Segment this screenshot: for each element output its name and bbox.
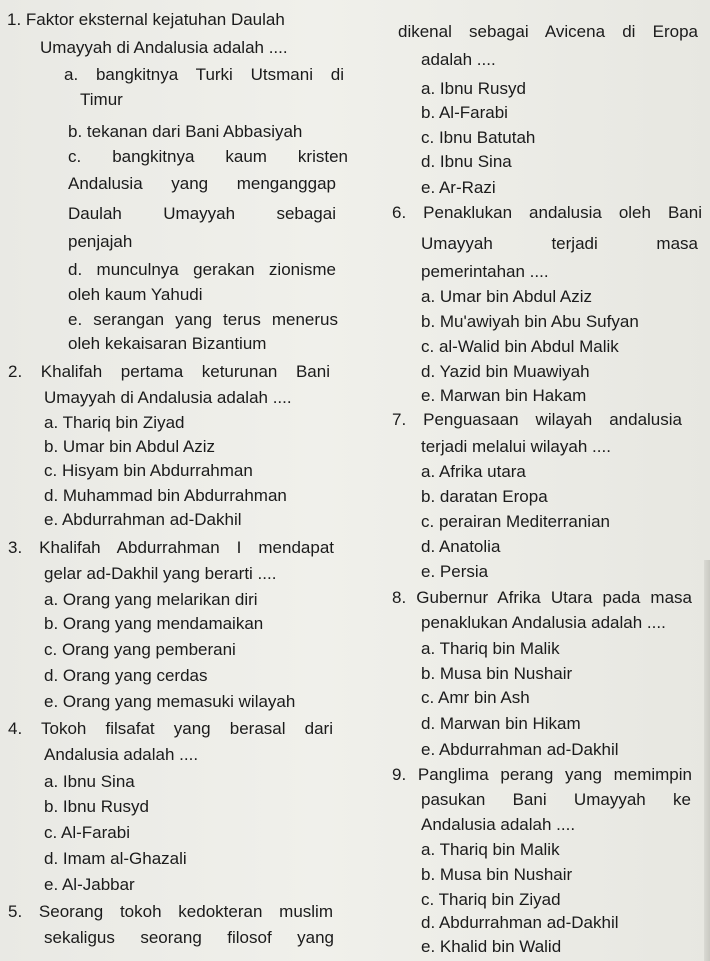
text-line: 1. Faktor eksternal kejatuhan Daulah [7,10,285,29]
text-line: b. Ibnu Rusyd [44,797,149,816]
text-line: c. Ibnu Batutah [421,128,536,147]
text-line: d. Imam al-Ghazali [44,849,187,868]
text-line: 4. Tokoh filsafat yang berasal dari [8,719,333,738]
text-line: pemerintahan .... [421,262,549,281]
text-line: a. bangkitnya Turki Utsmani di [64,65,344,84]
text-line: e. Abdurrahman ad-Dakhil [44,510,242,529]
text-line: oleh kaum Yahudi [68,285,203,304]
text-line: c. al-Walid bin Abdul Malik [421,337,619,356]
text-line: d. Marwan bin Hikam [421,714,581,733]
text-line: a. Orang yang melarikan diri [44,590,258,609]
text-line: 9. Panglima perang yang memimpin [392,765,692,784]
text-line: e. Abdurrahman ad-Dakhil [421,740,619,759]
text-line: e. Al-Jabbar [44,875,135,894]
text-line: pasukan Bani Umayyah ke [421,790,691,809]
text-line: d. Ibnu Sina [421,152,512,171]
text-line: 7. Penguasaan wilayah andalusia [392,410,682,429]
text-line: e. Orang yang memasuki wilayah [44,692,296,711]
text-line: Andalusia adalah .... [44,745,199,764]
text-line: c. Hisyam bin Abdurrahman [44,461,253,480]
text-line: e. Khalid bin Walid [421,937,562,956]
text-line: a. Thariq bin Malik [421,840,560,859]
text-line: gelar ad-Dakhil yang berarti .... [44,564,277,583]
text-line: e. Marwan bin Hakam [421,386,587,405]
text-line: b. Umar bin Abdul Aziz [44,437,216,456]
text-line: Andalusia adalah .... [421,815,576,834]
text-line: a. Umar bin Abdul Aziz [421,287,593,306]
text-line: b. Al-Farabi [421,103,508,122]
text-line: 8. Gubernur Afrika Utara pada masa [392,588,692,607]
text-line: d. Abdurrahman ad-Dakhil [421,913,619,932]
text-line: Timur [80,90,123,109]
text-line: 6. Penaklukan andalusia oleh Bani [392,203,702,222]
text-line: c. Al-Farabi [44,823,130,842]
text-line: Umayyah di Andalusia adalah .... [44,388,292,407]
text-line: 2. Khalifah pertama keturunan Bani [8,362,330,381]
text-line: a. Thariq bin Ziyad [44,413,185,432]
text-line: d. Yazid bin Muawiyah [421,362,590,381]
text-line: Umayyah di Andalusia adalah .... [40,38,288,57]
text-line: a. Thariq bin Malik [421,639,560,658]
text-line: e. Persia [421,562,489,581]
text-line: e. serangan yang terus menerus [68,310,338,329]
text-line: b. daratan Eropa [421,487,548,506]
text-line: c. Thariq bin Ziyad [421,890,561,909]
text-line: c. Amr bin Ash [421,688,530,707]
text-line: terjadi melalui wilayah .... [421,437,611,456]
text-line: a. Ibnu Rusyd [421,79,526,98]
text-line: b. tekanan dari Bani Abbasiyah [68,122,303,141]
text-line: a. Ibnu Sina [44,772,135,791]
text-line: d. Orang yang cerdas [44,666,208,685]
text-line: b. Musa bin Nushair [421,865,573,884]
text-line: 3. Khalifah Abdurrahman I mendapat [8,538,334,557]
text-line: 5. Seorang tokoh kedokteran muslim [8,902,333,921]
text-line: sekaligus seorang filosof yang [44,928,334,947]
text-line: Daulah Umayyah sebagai [68,204,336,223]
text-line: c. bangkitnya kaum kristen [68,147,348,166]
text-line: d. Anatolia [421,537,501,556]
text-line: b. Mu'awiyah bin Abu Sufyan [421,312,639,331]
text-line: Umayyah terjadi masa [421,234,698,253]
text-line: penjajah [68,232,133,251]
text-line: e. Ar-Razi [421,178,496,197]
page-edge-shadow [704,560,710,961]
text-line: adalah .... [421,50,496,69]
text-line: penaklukan Andalusia adalah .... [421,613,666,632]
text-line: c. Orang yang pemberani [44,640,236,659]
text-line: Andalusia yang menganggap [68,174,336,193]
text-line: dikenal sebagai Avicena di Eropa [398,22,698,41]
text-line: oleh kekaisaran Bizantium [68,334,267,353]
text-line: d. munculnya gerakan zionisme [68,260,336,279]
text-line: a. Afrika utara [421,462,526,481]
text-line: b. Orang yang mendamaikan [44,614,264,633]
text-line: c. perairan Mediterranian [421,512,610,531]
text-line: b. Musa bin Nushair [421,664,573,683]
text-line: d. Muhammad bin Abdurrahman [44,486,287,505]
